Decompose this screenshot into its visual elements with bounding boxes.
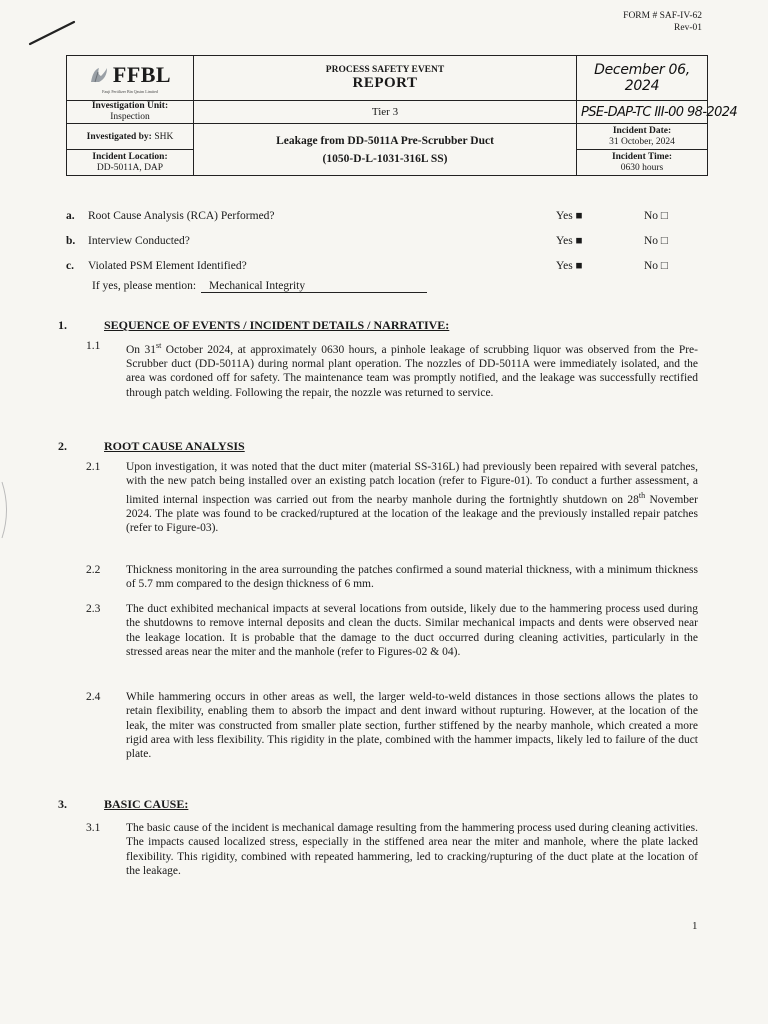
section-number: 1.	[58, 318, 67, 332]
checklist-item-psm	[66, 260, 686, 274]
incident-title-line1: Leakage from DD-5011A Pre-Scrubber Duct	[276, 134, 494, 147]
paragraph-2-2	[86, 563, 698, 592]
checkbox-yes-checked[interactable]: Yes ■	[556, 210, 583, 222]
report-title-cell	[194, 56, 577, 101]
reference-cell	[577, 101, 738, 124]
paragraph-text: The duct exhibited mechanical impacts at several locations from outside, likely due to the hammering process used during the shutdowns to remove internal deposits and clean the ducts. Similar mechanical impacts and dents were observed near the leakage location. It is probable that the damage to the duct occurred during cleaning activities, particularly in the stressed areas near the miter and the manhole (refer to Figures-02 & 04).	[126, 603, 698, 658]
paragraph-2-4	[86, 690, 698, 761]
paragraph-text: On 31st October 2024, at approximately 0630 hours, a pinhole leakage of scrubbing liquor was observed from the Pre-Scrubber duct (DD-5011A) during normal plant operation. The nozzles of DD-5011A were immediately isolated, and the area was cordoned off for safety. The maintenance team was promptly notified, and the leakage was successfully rectified through patch welding. Following the repair, the nozzle was returned to service.	[126, 341, 698, 399]
investigated-by-cell	[67, 124, 194, 150]
incident-location-label: Incident Location:	[92, 151, 168, 162]
paragraph-text: Upon investigation, it was noted that the duct miter (material SS-316L) had previously been repaired with several patches, with the new patch being installed over an existing patch location (refer to Figure-01). To conduct a further assessment, a limited internal inspection was carried out from the nearby manhole during the fortnightly shutdown on 28th November 2024. The plate was found to be cracked/ruptured at the location of the leakage and the previously installed repair patches (refer to Figure-03).	[126, 461, 698, 535]
form-number: FORM # SAF-IV-62	[623, 11, 702, 21]
checkbox-no-unchecked[interactable]: No □	[644, 260, 668, 272]
paragraph-text: While hammering occurs in other areas as well, the larger weld-to-weld distances in those sections allows the plates to retain flexibility, enabling them to absorb the impact and dent inward without rupturing. However, at the location of the leak, the miter was constructed from smaller plate section, further stiffened by the nearby manhole, which created a more rigid area with less flexibility. This rigidity in the plate, combined with the hammer impacts, likely led to failure of the duct plate.	[126, 691, 698, 761]
investigation-unit-value: Inspection	[110, 112, 150, 122]
incident-time-label: Incident Time:	[611, 151, 673, 162]
section-number: 2.	[58, 439, 67, 453]
checklist-item-rca	[66, 210, 686, 224]
checklist-letter: c.	[66, 260, 74, 272]
paragraph-3-1	[86, 821, 698, 878]
section-title: BASIC CAUSE:	[104, 797, 189, 811]
report-header-table	[66, 55, 738, 176]
mention-label: If yes, please mention:	[92, 280, 197, 292]
paragraph-number: 3.1	[86, 822, 101, 834]
checklist-letter: a.	[66, 210, 75, 222]
checklist-question: Violated PSM Element Identified?	[88, 260, 247, 272]
paragraph-text: The basic cause of the incident is mechanical damage resulting from the hammering process used during cleaning activities. The impacts caused localized stress, especially in the stiffened area near the miter and manhole, where the plate lacked flexibility. This rigidity, combined with repeated hammering, led to cracking/rupturing of the duct plate at the location of the leakage.	[126, 822, 698, 877]
section-number: 3.	[58, 797, 67, 811]
paragraph-number: 2.4	[86, 691, 101, 703]
scan-margin-mark	[0, 480, 12, 540]
form-number-block	[623, 10, 702, 34]
investigated-by-value: SHK	[154, 131, 174, 142]
report-label: REPORT	[352, 74, 418, 91]
investigated-by-label: Investigated by:	[86, 131, 152, 142]
incident-location-cell	[67, 150, 194, 176]
checklist-question: Interview Conducted?	[88, 235, 190, 247]
paragraph-1-1	[86, 339, 698, 400]
incident-location-value: DD-5011A, DAP	[96, 162, 164, 173]
incident-time-value: 0630 hours	[620, 162, 664, 173]
paragraph-number: 2.3	[86, 603, 101, 615]
paragraph-2-3	[86, 602, 698, 659]
mention-value-field[interactable]: Mechanical Integrity	[201, 280, 427, 293]
pen-stroke-mark	[28, 18, 76, 46]
report-date-cell	[577, 56, 708, 101]
company-logo-subtitle: Fauji Fertilizer Bin Qasim Limited	[102, 89, 158, 94]
incident-time-cell	[577, 150, 708, 176]
incident-title-cell	[194, 124, 577, 176]
paragraph-number: 2.2	[86, 564, 101, 576]
logo-cell	[67, 56, 194, 101]
company-logo-text: FFBL	[112, 62, 172, 87]
company-logo-icon	[89, 66, 109, 84]
page-number: 1	[692, 920, 698, 932]
paragraph-2-1	[86, 460, 698, 535]
report-date-handwritten: December 06, 2024	[594, 62, 690, 94]
checkbox-yes-checked[interactable]: Yes ■	[556, 260, 583, 272]
incident-title-line2: (1050-D-L-1031-316L SS)	[322, 152, 448, 165]
section-title: ROOT CAUSE ANALYSIS	[104, 439, 245, 453]
tier-cell	[194, 101, 577, 124]
incident-date-cell	[577, 124, 708, 150]
tier-value: Tier 3	[371, 106, 399, 118]
event-type-label: PROCESS SAFETY EVENT	[325, 64, 445, 75]
checklist-letter: b.	[66, 235, 76, 247]
paragraph-number: 1.1	[86, 340, 101, 352]
paragraph-text: Thickness monitoring in the area surrounding the patches confirmed a sound material thickness, with a minimum thickness of 5.7 mm compared to the design thickness of 6 mm.	[126, 564, 698, 591]
checklist-item-interview	[66, 235, 686, 249]
checkbox-no-unchecked[interactable]: No □	[644, 210, 668, 222]
checkbox-yes-checked[interactable]: Yes ■	[556, 235, 583, 247]
section-title: SEQUENCE OF EVENTS / INCIDENT DETAILS / NARRATIVE:	[104, 318, 450, 332]
reference-number-handwritten: PSE-DAP-TC III-00 98-2024	[581, 104, 738, 120]
psm-element-mention	[92, 280, 427, 293]
form-revision: Rev-01	[674, 23, 702, 33]
checkbox-no-unchecked[interactable]: No □	[644, 235, 668, 247]
investigation-unit-cell	[67, 101, 194, 124]
checklist-question: Root Cause Analysis (RCA) Performed?	[88, 210, 275, 222]
investigation-unit-label: Investigation Unit:	[91, 101, 169, 111]
paragraph-number: 2.1	[86, 461, 101, 473]
incident-date-label: Incident Date:	[612, 125, 672, 136]
incident-date-value: 31 October, 2024	[609, 136, 675, 147]
